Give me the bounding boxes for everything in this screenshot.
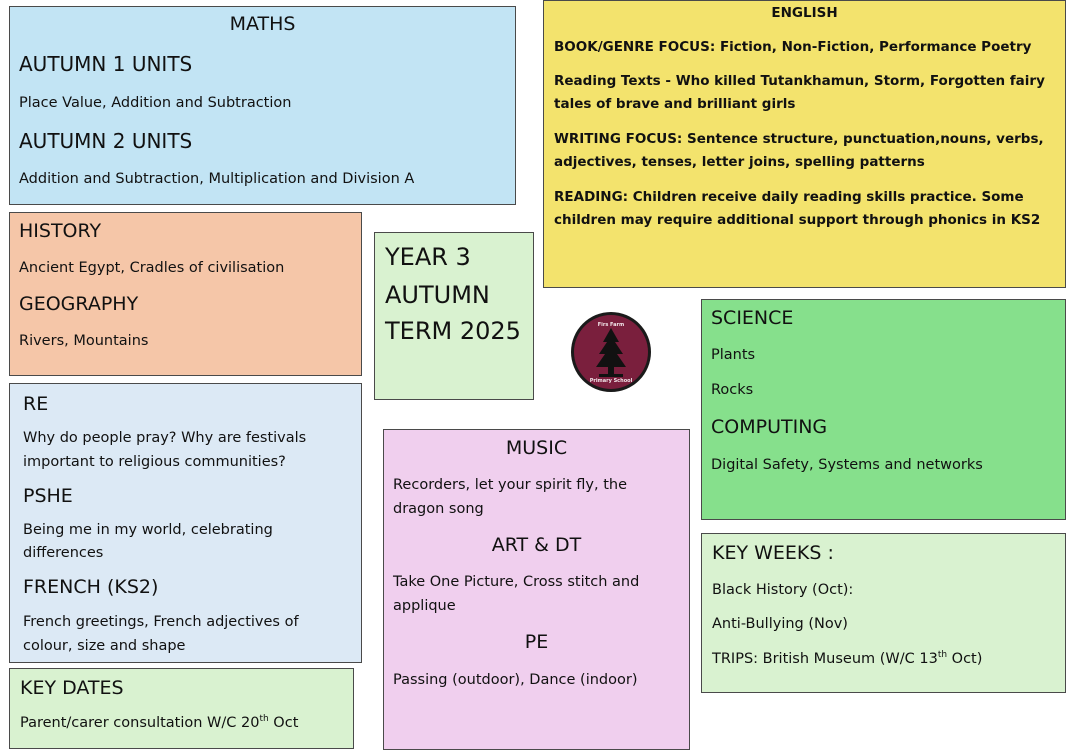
french-text: French greetings, French adjectives of bbox=[23, 614, 299, 630]
english-writing-focus-cont: adjectives, tenses, letter joins, spelling patterns bbox=[554, 154, 925, 170]
science-item-rocks: Rocks bbox=[711, 382, 754, 398]
key-weeks-panel bbox=[701, 533, 1066, 693]
science-item-plants: Plants bbox=[711, 347, 756, 363]
key-weeks-title: KEY WEEKS : bbox=[712, 542, 834, 564]
consultation-ordinal: th bbox=[259, 714, 269, 725]
trips-ordinal: th bbox=[937, 650, 948, 661]
french-text-cont: colour, size and shape bbox=[23, 638, 186, 654]
re-text-cont: important to religious communities? bbox=[23, 454, 286, 470]
english-reading-cont: children may require additional support through phonics in KS2 bbox=[554, 212, 1041, 228]
history-title: HISTORY bbox=[19, 220, 102, 242]
art-dt-text-cont: applique bbox=[393, 598, 456, 614]
autumn2-heading: AUTUMN 2 UNITS bbox=[19, 129, 193, 153]
music-text-cont: dragon song bbox=[393, 501, 484, 517]
music-panel bbox=[383, 429, 690, 750]
english-title: ENGLISH bbox=[771, 5, 838, 21]
autumn1-heading: AUTUMN 1 UNITS bbox=[19, 52, 193, 76]
trips-text: TRIPS: British Museum (W/C 13 bbox=[712, 651, 938, 667]
logo-top-text: Firs Farm bbox=[597, 322, 625, 328]
trips-month: Oct) bbox=[947, 651, 983, 667]
key-week-trips bbox=[712, 647, 982, 671]
consultation-text: Parent/carer consultation W/C 20 bbox=[20, 715, 260, 731]
english-genre-focus: BOOK/GENRE FOCUS: Fiction, Non-Fiction, Performance Poetry bbox=[554, 39, 1032, 55]
science-title: SCIENCE bbox=[711, 307, 794, 329]
pe-text: Passing (outdoor), Dance (indoor) bbox=[393, 672, 638, 688]
maths-title: MATHS bbox=[229, 13, 296, 35]
school-logo bbox=[569, 310, 653, 394]
english-panel bbox=[543, 0, 1066, 288]
key-date-consultation bbox=[20, 711, 298, 735]
pshe-text-cont: differences bbox=[23, 545, 104, 561]
term-name: TERM 2025 bbox=[385, 317, 521, 345]
english-reading-texts: Reading Texts - Who killed Tutankhamun, Storm, Forgotten fairy bbox=[554, 73, 1045, 89]
term-year: YEAR 3 bbox=[385, 243, 471, 271]
pshe-title: PSHE bbox=[23, 485, 73, 507]
logo-bottom-text: Primary School bbox=[589, 378, 633, 384]
term-season: AUTUMN bbox=[385, 281, 490, 309]
french-title: FRENCH (KS2) bbox=[23, 576, 159, 598]
key-week-anti-bullying: Anti-Bullying (Nov) bbox=[712, 616, 848, 632]
geography-text: Rivers, Mountains bbox=[19, 333, 149, 349]
english-reading-texts-cont: tales of brave and brilliant girls bbox=[554, 96, 796, 112]
art-dt-text: Take One Picture, Cross stitch and bbox=[393, 574, 640, 590]
consultation-month: Oct bbox=[268, 715, 299, 731]
history-text: Ancient Egypt, Cradles of civilisation bbox=[19, 260, 285, 276]
term-title-panel bbox=[374, 232, 534, 400]
autumn1-text: Place Value, Addition and Subtraction bbox=[19, 95, 292, 111]
key-dates-title: KEY DATES bbox=[20, 677, 124, 699]
english-reading: READING: Children receive daily reading skills practice. Some bbox=[554, 189, 1024, 205]
music-text: Recorders, let your spirit fly, the bbox=[393, 477, 628, 493]
music-title: MUSIC bbox=[505, 437, 568, 459]
maths-panel bbox=[9, 6, 516, 205]
pe-title: PE bbox=[524, 631, 549, 653]
history-panel bbox=[9, 212, 362, 376]
key-dates-panel bbox=[9, 668, 354, 749]
re-title: RE bbox=[23, 393, 49, 415]
key-week-black-history: Black History (Oct): bbox=[712, 582, 854, 598]
re-panel bbox=[9, 383, 362, 663]
english-writing-focus: WRITING FOCUS: Sentence structure, punctuation,nouns, verbs, bbox=[554, 131, 1044, 147]
re-text: Why do people pray? Why are festivals bbox=[23, 430, 307, 446]
pshe-text: Being me in my world, celebrating bbox=[23, 522, 273, 538]
science-panel bbox=[701, 299, 1066, 520]
art-dt-title: ART & DT bbox=[491, 534, 582, 556]
geography-title: GEOGRAPHY bbox=[19, 293, 139, 315]
autumn2-text: Addition and Subtraction, Multiplication and Division A bbox=[19, 171, 415, 187]
computing-text: Digital Safety, Systems and networks bbox=[711, 457, 983, 473]
computing-title: COMPUTING bbox=[711, 416, 828, 438]
